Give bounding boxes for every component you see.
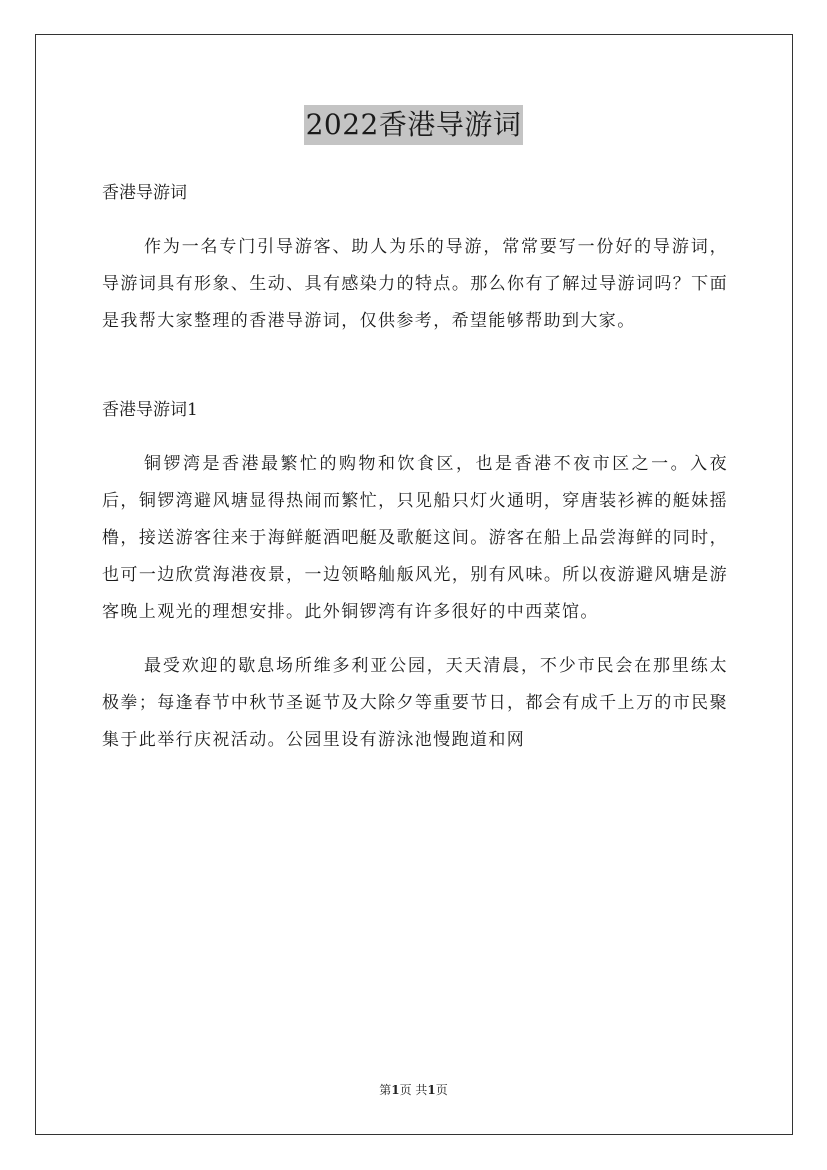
footer-prefix: 第	[379, 1083, 392, 1097]
document-body	[102, 175, 728, 759]
footer-current-page: 1	[391, 1083, 400, 1097]
section1-paragraph-2: 最受欢迎的歇息场所维多利亚公园，天天清晨，不少市民会在那里练太极拳；每逢春节中秋节圣诞节及大除夕等重要节日，都会有成千上万的市民聚集于此举行庆祝活动。公园里设有游泳池慢跑道和网	[102, 656, 728, 750]
footer-mid: 页 共	[399, 1083, 428, 1097]
footer-total-pages: 1	[427, 1083, 436, 1097]
document-title	[0, 104, 827, 145]
page-footer	[0, 1082, 827, 1098]
section1-heading: 香港导游词1	[102, 400, 198, 420]
footer-suffix: 页	[435, 1083, 448, 1097]
intro-paragraph: 作为一名专门引导游客、助人为乐的导游，常常要写一份好的导游词，导游词具有形象、生动、具有感染力的特点。那么你有了解过导游词吗？下面是我帮大家整理的香港导游词，仅供参考，希望能够帮助到大家。	[102, 237, 728, 331]
section1-paragraph-1: 铜锣湾是香港最繁忙的购物和饮食区，也是香港不夜市区之一。入夜后，铜锣湾避风塘显得热闹而繁忙，只见船只灯火通明，穿唐装衫裤的艇妹摇橹，接送游客往来于海鲜艇酒吧艇及歌艇这间。游客在船上品尝海鲜的同时，也可一边欣赏海港夜景，一边领略舢舨风光，别有风味。所以夜游避风塘是游客晚上观光的理想安排。此外铜锣湾有许多很好的中西菜馆。	[102, 454, 728, 622]
intro-heading: 香港导游词	[102, 183, 187, 203]
document-title-text: 2022香港导游词	[304, 105, 524, 145]
